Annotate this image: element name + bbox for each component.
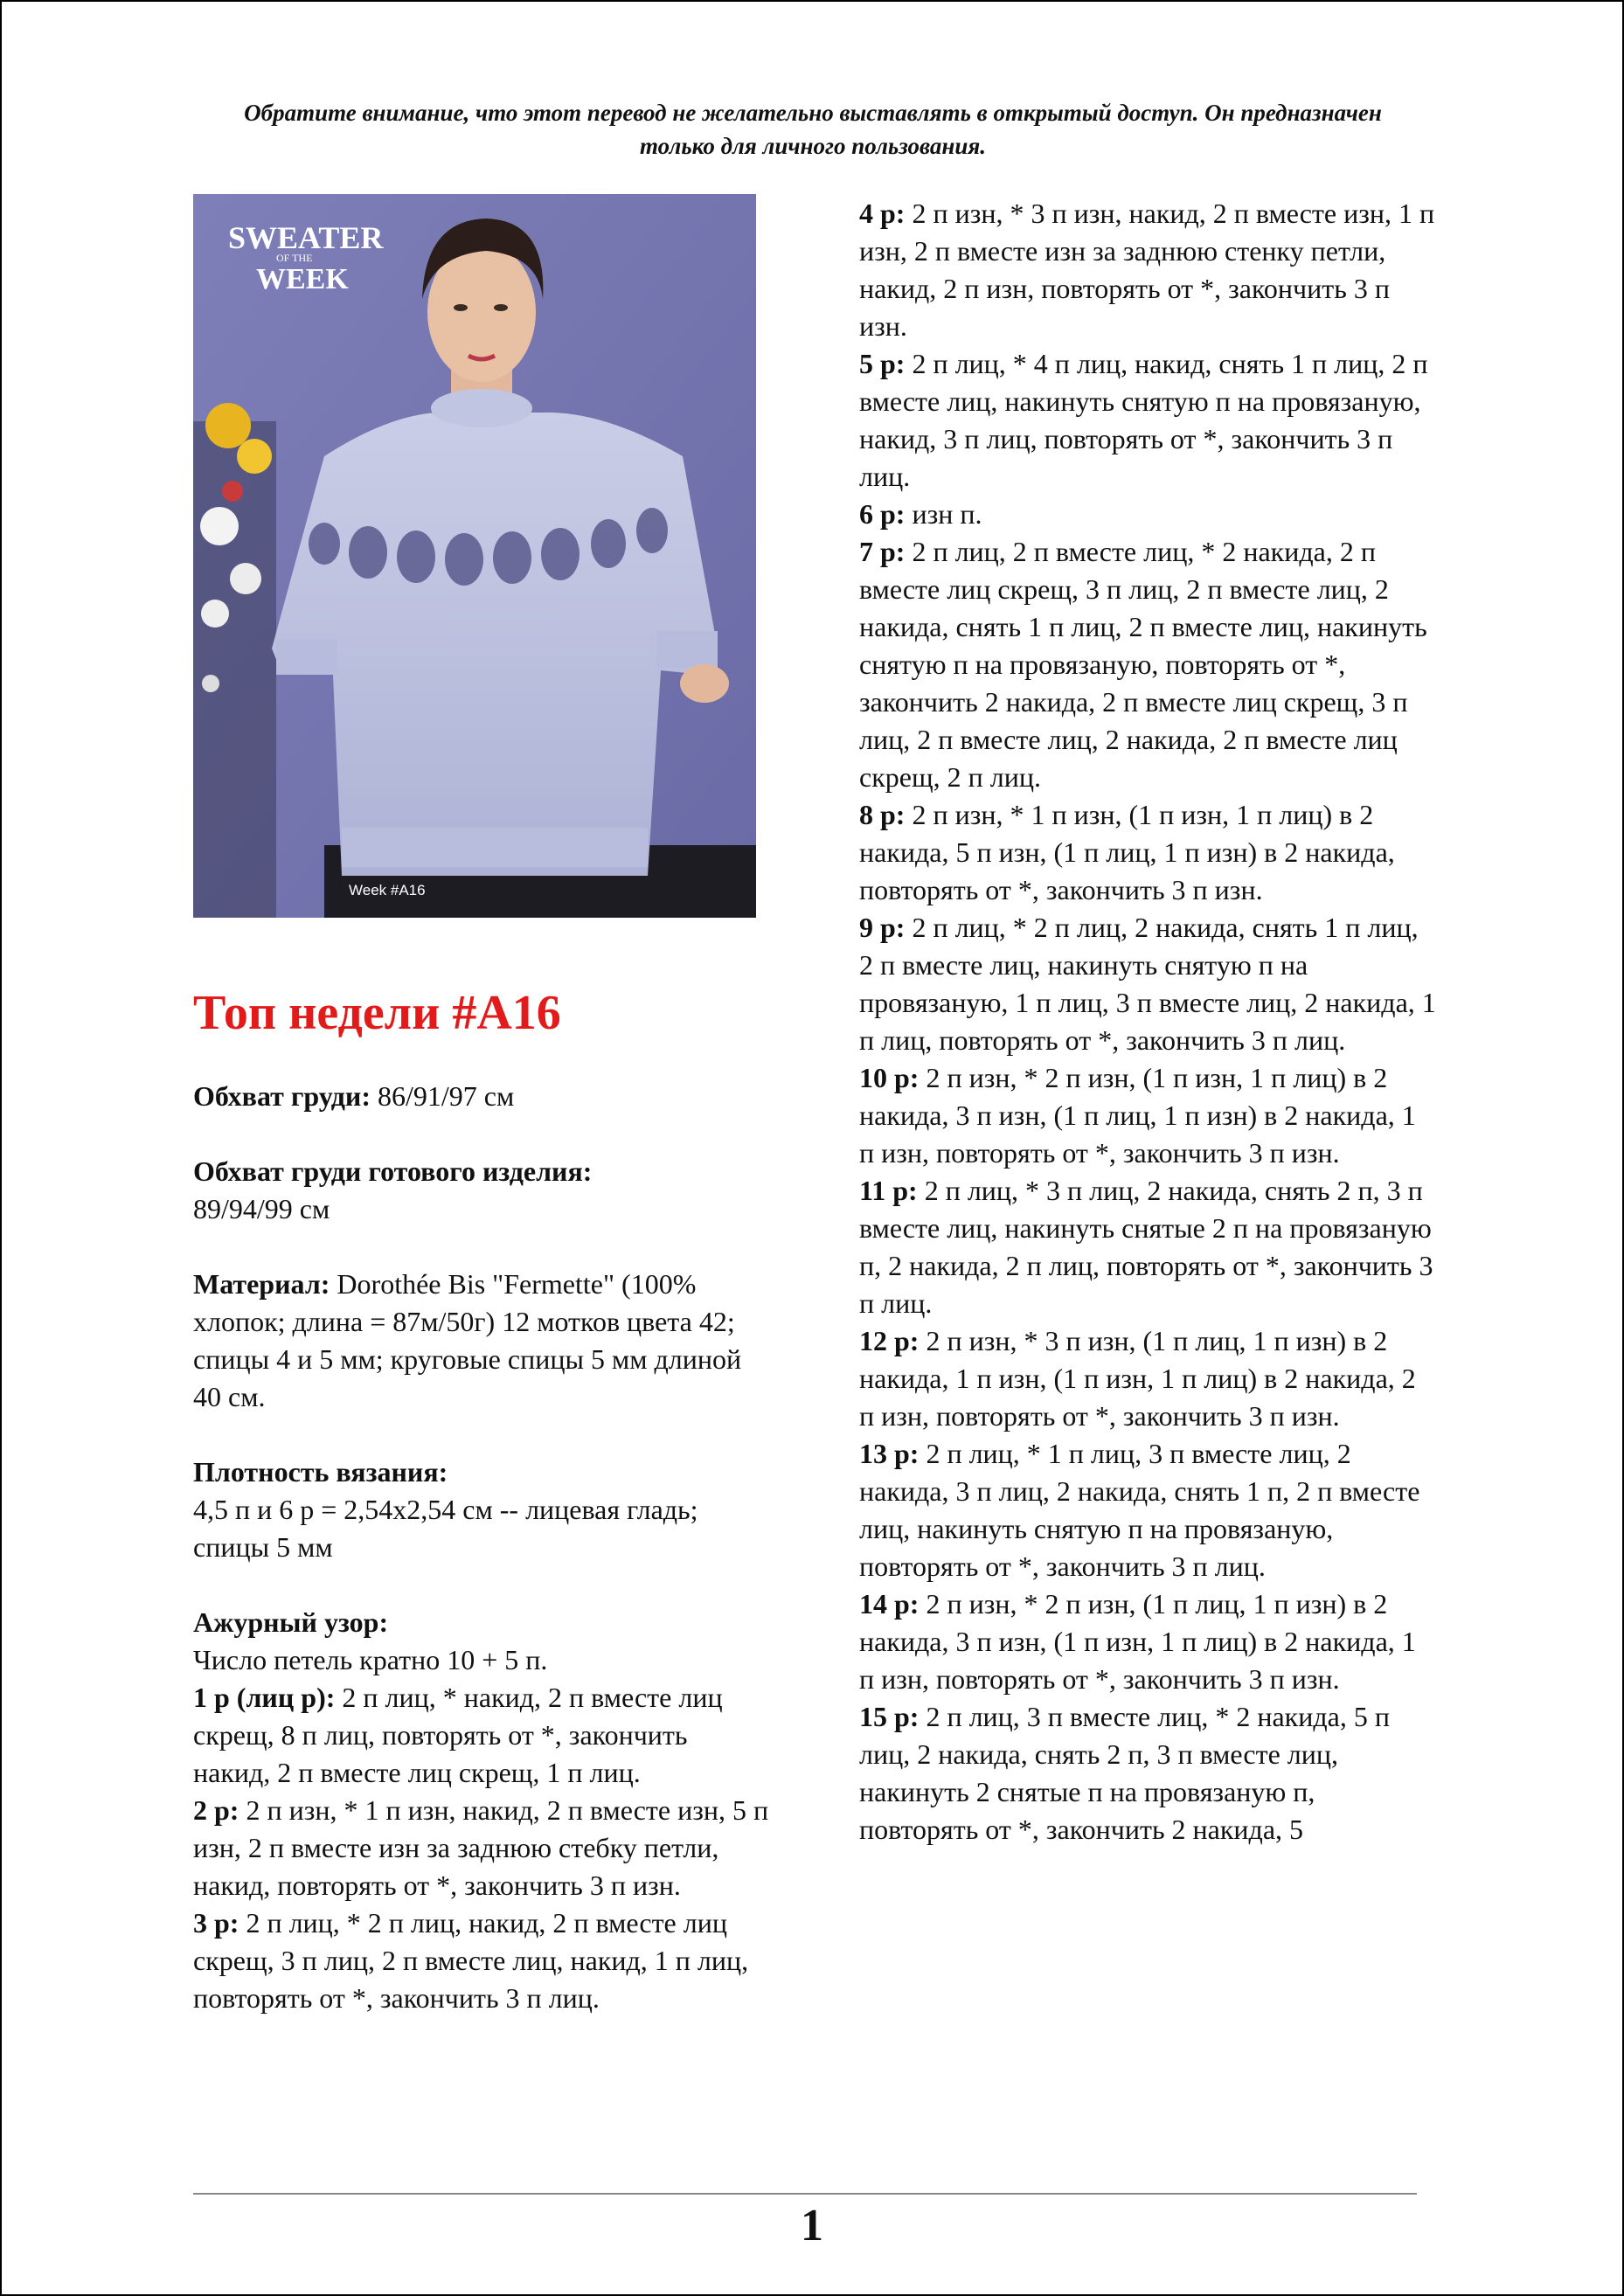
logo-week: WEEK bbox=[256, 263, 349, 295]
row-label: 15 р: bbox=[859, 1701, 920, 1732]
row-label: 13 р: bbox=[859, 1438, 920, 1469]
pattern-intro: Число петель кратно 10 + 5 п. bbox=[193, 1644, 548, 1675]
pattern-row bbox=[193, 1792, 770, 1904]
row-text: 2 п изн, * 3 п изн, (1 п лиц, 1 п изн) в 2 накида, 1 п изн, (1 п изн, 1 п лиц) в 2 накида, 2 п изн, повторять от *, закончить 3 п изн. bbox=[859, 1325, 1416, 1432]
finished-label: Обхват груди готового изделия: bbox=[193, 1155, 593, 1187]
material-spec bbox=[193, 1266, 770, 1416]
row-label: 4 р: bbox=[859, 198, 906, 229]
sweater-photo bbox=[193, 194, 756, 918]
pattern-row bbox=[859, 345, 1436, 496]
finished-value: 89/94/99 см bbox=[193, 1193, 330, 1224]
bust-value: 86/91/97 см bbox=[371, 1080, 515, 1112]
pattern-row bbox=[859, 796, 1436, 909]
row-label: 5 р: bbox=[859, 348, 906, 379]
pattern-row bbox=[859, 1322, 1436, 1435]
pattern-row bbox=[859, 195, 1436, 345]
gauge-label: Плотность вязания: bbox=[193, 1456, 448, 1488]
right-column bbox=[859, 195, 1436, 1849]
row-text: 2 п лиц, * 1 п лиц, 3 п вместе лиц, 2 накида, 3 п лиц, 2 накида, снять 1 п, 2 п вместе лиц, накинуть снятую п на провязаную, повторять от *, закончить 3 п лиц. bbox=[859, 1438, 1420, 1582]
pattern-row bbox=[859, 1698, 1436, 1849]
pattern-row bbox=[193, 1904, 770, 2017]
row-label: 2 р: bbox=[193, 1794, 239, 1826]
row-text: 2 п изн, * 2 п изн, (1 п лиц, 1 п изн) в 2 накида, 3 п изн, (1 п изн, 1 п лиц) в 2 накида, 1 п изн, повторять от *, закончить 3 п изн. bbox=[859, 1588, 1416, 1695]
material-label: Материал: bbox=[193, 1268, 330, 1300]
row-text: 2 п изн, * 2 п изн, (1 п изн, 1 п лиц) в 2 накида, 3 п изн, (1 п лиц, 1 п изн) в 2 накида, 1 п изн, повторять от *, закончить 3 п изн. bbox=[859, 1062, 1416, 1169]
pattern-row bbox=[859, 1585, 1436, 1698]
row-text: 2 п изн, * 1 п изн, накид, 2 п вместе изн, 5 п изн, 2 п вместе изн за заднюю стебку петли, накид, повторять от *, закончить 3 п изн. bbox=[193, 1794, 769, 1901]
row-text: 2 п лиц, * 2 п лиц, 2 накида, снять 1 п лиц, 2 п вместе лиц, накинуть снятую п на провязаную, 1 п лиц, 3 п вместе лиц, 2 накида, 1 п лиц, повторять от *, закончить 3 п лиц. bbox=[859, 912, 1436, 1056]
pattern-label: Ажурный узор: bbox=[193, 1606, 389, 1638]
pattern-row bbox=[859, 1059, 1436, 1172]
row-text: 2 п лиц, 3 п вместе лиц, * 2 накида, 5 п лиц, 2 накида, снять 2 п, 3 п вместе лиц, накинуть 2 снятые п на провязаную п, повторять от *, закончить 2 накида, 5 bbox=[859, 1701, 1390, 1845]
page-title: Топ недели #A16 bbox=[193, 986, 561, 1040]
row-text: 2 п лиц, * накид, 2 п вместе лиц скрещ, 8 п лиц, повторять от *, закончить накид, 2 п вместе лиц скрещ, 1 п лиц. bbox=[193, 1682, 723, 1788]
row-label: 14 р: bbox=[859, 1588, 920, 1620]
row-text: 2 п изн, * 1 п изн, (1 п изн, 1 п лиц) в 2 накида, 5 п изн, (1 п лиц, 1 п изн) в 2 накида, повторять от *, закончить 3 п изн. bbox=[859, 799, 1395, 905]
material-value: Dorothée Bis "Fermette" (100% хлопок; длина = 87м/50г) 12 мотков цвета 42; спицы 4 и 5 мм; круговые спицы 5 мм длиной 40 см. bbox=[193, 1268, 742, 1412]
row-label: 8 р: bbox=[859, 799, 906, 830]
flowers-illustration bbox=[193, 403, 276, 918]
row-label: 12 р: bbox=[859, 1325, 920, 1356]
row-text: изн п. bbox=[905, 498, 982, 530]
row-label: 9 р: bbox=[859, 912, 906, 943]
footer-divider bbox=[193, 2193, 1417, 2195]
row-text: 2 п изн, * 3 п изн, накид, 2 п вместе изн, 1 п изн, 2 п вместе изн за заднюю стенку петли, накид, 2 п изн, повторять от *, закончить 3 п изн. bbox=[859, 198, 1435, 342]
row-label: 3 р: bbox=[193, 1907, 239, 1939]
row-text: 2 п лиц, * 3 п лиц, 2 накида, снять 2 п, 3 п вместе лиц, накинуть снятые 2 п на провязаную п, 2 накида, 2 п лиц, повторять от *, закончить 3 п лиц. bbox=[859, 1175, 1433, 1319]
row-label: 10 р: bbox=[859, 1062, 920, 1093]
pattern-row bbox=[193, 1679, 770, 1792]
logo-sweater: SWEATER bbox=[228, 220, 384, 255]
row-text: 2 п лиц, * 2 п лиц, накид, 2 п вместе лиц скрещ, 3 п лиц, 2 п вместе лиц, накид, 1 п лиц, повторять от *, закончить 3 п лиц. bbox=[193, 1907, 749, 2014]
row-text: 2 п лиц, * 4 п лиц, накид, снять 1 п лиц, 2 п вместе лиц, накинуть снятую п на провязаную, накид, 3 п лиц, повторять от *, закончить 3 п лиц. bbox=[859, 348, 1428, 492]
row-label: 11 р: bbox=[859, 1175, 918, 1206]
row-text: 2 п лиц, 2 п вместе лиц, * 2 накида, 2 п вместе лиц скрещ, 3 п лиц, 2 п вместе лиц, 2 накида, снять 1 п лиц, 2 п вместе лиц, накинуть снятую п на провязаную, повторять от *, закончить 2 накида, 2 п вместе лиц скрещ, 3 п лиц, 2 п вместе лиц, 2 накида, 2 п вместе лиц скрещ, 2 п лиц. bbox=[859, 536, 1427, 793]
pattern-row bbox=[859, 496, 1436, 533]
left-column bbox=[193, 1078, 770, 2017]
logo-of-the: OF THE bbox=[276, 252, 313, 264]
photo-caption: Week #A16 bbox=[349, 882, 426, 898]
row-label: 6 р: bbox=[859, 498, 906, 530]
gauge-value: 4,5 п и 6 р = 2,54х2,54 см -- лицевая гладь; спицы 5 мм bbox=[193, 1494, 698, 1563]
usage-notice: Обратите внимание, что этот перевод не желательно выставлять в открытый доступ. Он предназначен только для личного пользования. bbox=[244, 100, 1382, 159]
pattern-row bbox=[859, 909, 1436, 1059]
bust-spec bbox=[193, 1078, 770, 1115]
pattern-row bbox=[859, 1172, 1436, 1322]
row-label: 7 р: bbox=[859, 536, 906, 567]
page-number: 1 bbox=[801, 2201, 823, 2251]
row-label: 1 р (лиц р): bbox=[193, 1682, 336, 1713]
bust-label: Обхват груди: bbox=[193, 1080, 371, 1112]
pattern-row bbox=[859, 533, 1436, 796]
pattern-row bbox=[859, 1435, 1436, 1585]
